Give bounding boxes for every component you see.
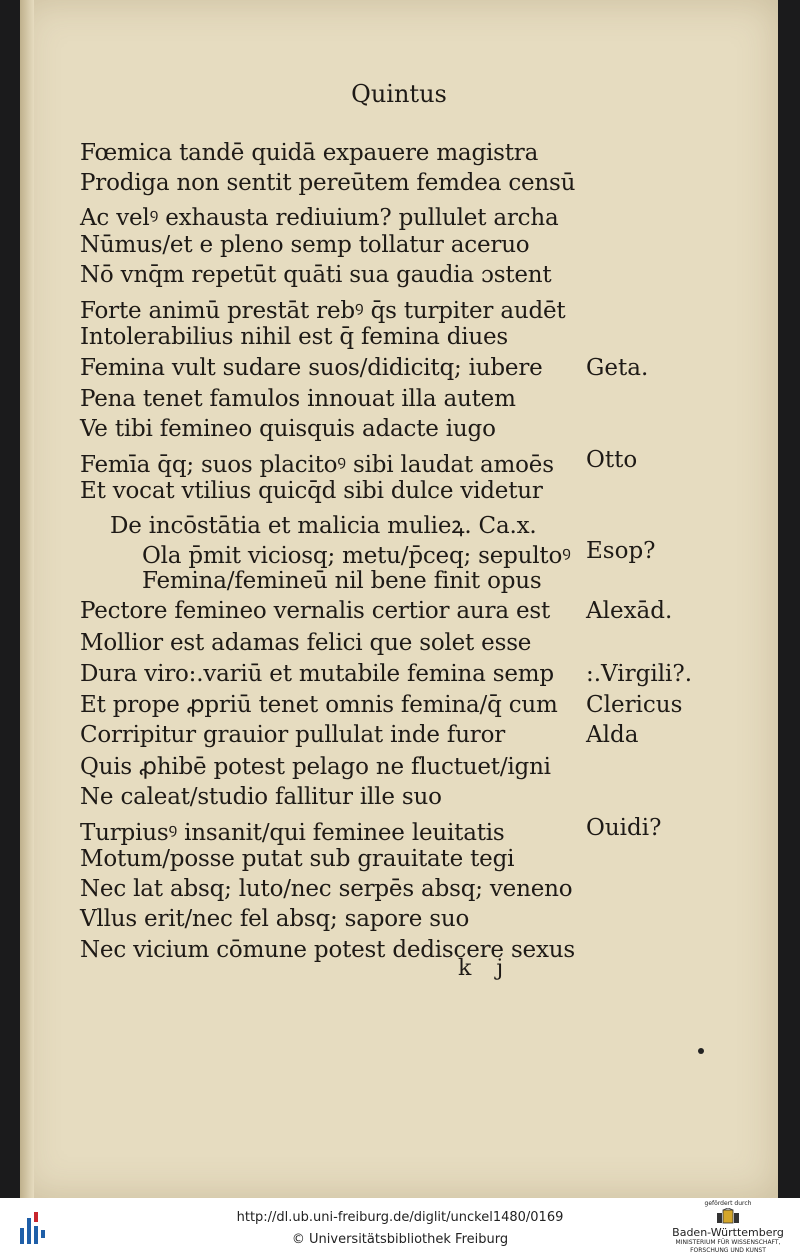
- text-line: Forte animū prestāt rebꝰ q̄s turpiter audēt: [80, 298, 566, 324]
- text-line: Motum/posse putat sub grauitate tegi: [80, 846, 515, 872]
- page-heading: Quintus: [351, 80, 447, 108]
- marginal-note: Geta.: [586, 355, 649, 381]
- marginal-note: Alda: [586, 722, 639, 748]
- marginal-note: :.Virgili?.: [586, 661, 693, 687]
- page-binding-edge: [20, 0, 34, 1198]
- text-line: Nūmus/et e pleno semp tollatur aceruo: [80, 232, 530, 258]
- text-line: Et prope ꝓpriū tenet omnis femina/q̄ cum: [80, 692, 558, 718]
- book-page: [20, 0, 778, 1198]
- text-line: Fœmica tandē quidā expauere magistra: [80, 140, 539, 166]
- text-line: Turpiusꝰ insanit/qui feminee leuitatis: [80, 820, 505, 846]
- marginal-note: Esop?: [586, 538, 656, 564]
- marginal-note: Alexād.: [586, 598, 673, 624]
- signature-mark: k j: [458, 956, 504, 981]
- funder-label: gefördert durch: [704, 1200, 752, 1207]
- funder-name: Baden-Württemberg: [672, 1226, 784, 1239]
- text-line: De incōstātia et malicia mulieꝝ. Ca.x.: [110, 513, 537, 539]
- text-line: Vllus erit/nec fel absq; sapore suo: [80, 906, 470, 932]
- text-line: Nec vicium cōmune potest dediscere sexus: [80, 937, 575, 963]
- marginal-note: Clericus: [586, 692, 683, 718]
- ink-dot: [698, 1048, 704, 1054]
- text-line: Ola p̄mit viciosq; metu/p̄ceq; sepultoꝰ: [142, 543, 571, 569]
- marginal-note: Otto: [586, 447, 638, 473]
- marginal-note: Ouidi?: [586, 815, 662, 841]
- text-line: Intolerabilius nihil est q̄ femina diues: [80, 324, 509, 350]
- text-line: Pectore femineo vernalis certior aura est: [80, 598, 551, 624]
- text-line: Ac velꝰ exhausta rediuium? pullulet archa: [80, 205, 559, 231]
- text-line: Quis ꝓhibē potest pelago ne fluctuet/igni: [80, 754, 551, 780]
- text-line: Et vocat vtilius quicq̄d sibi dulce videtur: [80, 478, 543, 504]
- text-line: Pena tenet famulos innouat illa autem: [80, 386, 516, 412]
- text-line: Femina/femineū nil bene finit opus: [142, 568, 542, 594]
- text-line: Dura viro:.variū et mutabile femina semp: [80, 661, 554, 687]
- text-line: Mollior est adamas felici que solet esse: [80, 630, 532, 656]
- footer: [0, 1198, 800, 1256]
- footer-url[interactable]: http://dl.ub.uni-freiburg.de/diglit/unckel1480/0169: [236, 1210, 564, 1225]
- text-line: Femīa q̄q; suos placitoꝰ sibi laudat amoēs: [80, 452, 554, 478]
- text-line: Corripitur grauior pullulat inde furor: [80, 722, 506, 748]
- bw-crest-icon: [714, 1208, 742, 1226]
- text-line: Femina vult sudare suos/didicitq; iubere: [80, 355, 543, 381]
- text-line: Ne caleat/studio fallitur ille suo: [80, 784, 442, 810]
- footer-copyright: © Universitätsbibliothek Freiburg: [291, 1232, 509, 1247]
- funder-block: [668, 1200, 788, 1255]
- funder-ministry: MINISTERIUM FÜR WISSENSCHAFT, FORSCHUNG UND KUNST: [675, 1239, 781, 1254]
- text-line: Ve tibi femineo quisquis adacte iugo: [80, 416, 496, 442]
- text-line: Prodiga non sentit pereūtem femdea censū: [80, 170, 576, 196]
- text-line: Nō vnq̄m repetūt quāti sua gaudia ɔstent: [80, 262, 552, 288]
- text-line: Nec lat absq; luto/nec serpēs absq; veneno: [80, 876, 573, 902]
